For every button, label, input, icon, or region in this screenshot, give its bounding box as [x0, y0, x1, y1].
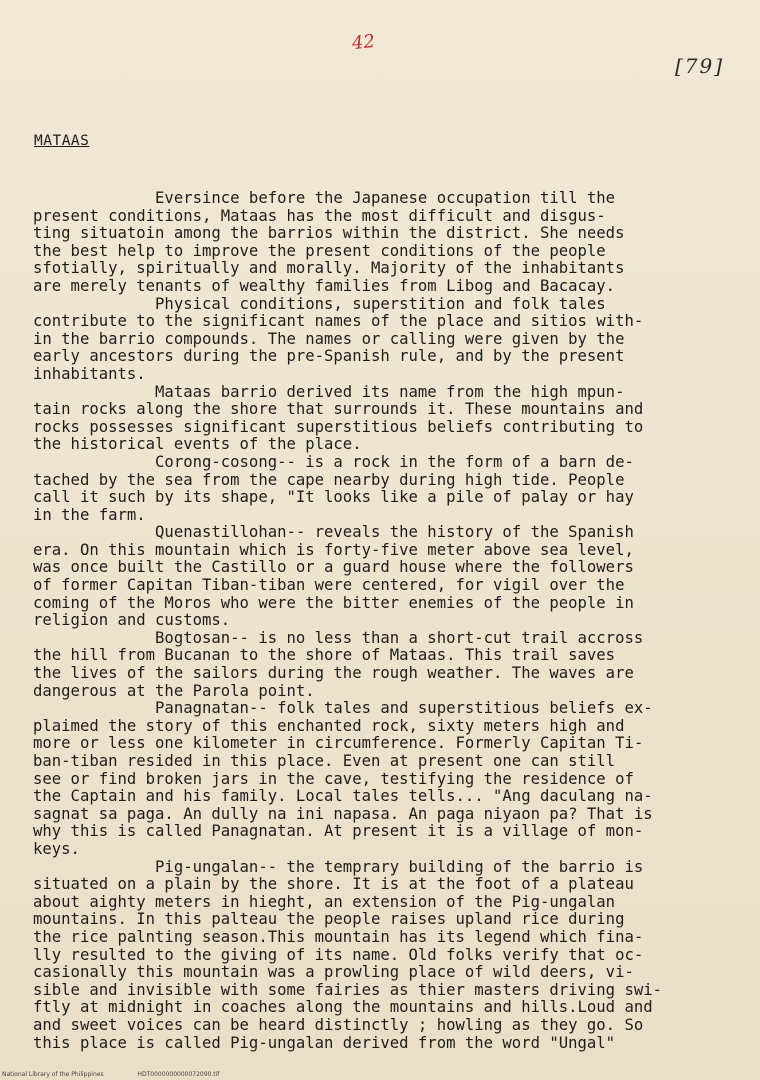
text-line: the lives of the sailors during the rough weather. The waves are	[33, 664, 634, 683]
text-line: tain rocks along the shore that surrounds it. These mountains and	[33, 400, 644, 419]
text-line: lly resulted to the giving of its name. Old folks verify that oc-	[33, 945, 644, 964]
text-line: religion and customs.	[33, 611, 231, 630]
footer	[0, 1071, 760, 1078]
document-title: MATAAS	[34, 133, 90, 149]
footer-library: National Library of the Philippines	[2, 1071, 104, 1078]
text-line: the historical events of the place.	[33, 435, 362, 454]
page-reference: [79]	[675, 54, 725, 78]
text-line: sagnat sa paga. An dully na ini napasa. An paga niyaon pa? That is	[33, 804, 653, 823]
handwritten-page-number: 42	[350, 30, 376, 55]
text-line: the Captain and his family. Local tales tells... "Ang daculang na-	[33, 787, 653, 806]
text-line: more or less one kilometer in circumference. Formerly Capitan Ti-	[33, 734, 644, 753]
text-line: present conditions, Mataas has the most difficult and disgus-	[33, 206, 606, 225]
text-line: call it such by its shape, "It looks like a pile of palay or hay	[33, 488, 634, 507]
text-line: tached by the sea from the cape nearby during high tide. People	[33, 470, 625, 489]
text-line: contribute to the significant names of the place and sitios with-	[33, 312, 644, 331]
text-line: coming of the Moros who were the bitter enemies of the people in	[33, 593, 634, 612]
text-line: Eversince before the Japanese occupation till the	[33, 189, 616, 207]
text-line: era. On this mountain which is forty-five meter above sea level,	[33, 540, 634, 559]
text-line: keys.	[33, 839, 80, 858]
text-line: Pig-ungalan-- the temprary building of the barrio is	[33, 857, 644, 876]
text-line: plaimed the story of this enchanted rock, sixty meters high and	[33, 716, 625, 735]
text-line: Corong-cosong-- is a rock in the form of a barn de-	[33, 452, 634, 471]
text-line: dangerous at the Parola point.	[33, 681, 315, 700]
text-line: sible and invisible with some fairies as thier masters driving swi-	[33, 980, 663, 999]
text-line: early ancestors during the pre-Spanish rule, and by the present	[33, 347, 625, 366]
text-line: casionally this mountain was a prowling place of wild deers, vi-	[33, 963, 634, 982]
text-line: and sweet voices can be heard distinctly ; howling as they go. So	[33, 1015, 644, 1034]
text-line: inhabitants.	[33, 364, 146, 383]
text-line: situated on a plain by the shore. It is at the foot of a plateau	[33, 875, 634, 894]
text-line: ftly at midnight in coaches along the mountains and hills.Loud and	[33, 998, 653, 1017]
text-line: mountains. In this palteau the people raises upland rice during	[33, 910, 625, 929]
text-line: sfotially, spiritually and morally. Majority of the inhabitants	[33, 259, 625, 278]
text-line: the hill from Bucanan to the shore of Mataas. This trail saves	[33, 646, 616, 665]
text-line: why this is called Panagnatan. At present it is a village of mon-	[33, 822, 644, 841]
text-line: about aighty meters in hieght, an extension of the Pig-ungalan	[33, 892, 616, 911]
text-line: are merely tenants of wealthy families from Libog and Bacacay.	[33, 276, 616, 295]
text-line: see or find broken jars in the cave, testifying the residence of	[33, 769, 634, 788]
text-line: Mataas barrio derived its name from the high mpun-	[33, 382, 625, 401]
text-line: of former Capitan Tiban-tiban were centered, for vigil over the	[33, 576, 625, 595]
text-line: ban-tiban resided in this place. Even at present one can still	[33, 752, 616, 770]
footer-doc-id: HDT0000000000072090.tif	[137, 1071, 220, 1078]
typed-body-text	[33, 190, 733, 1052]
text-line: the rice palnting season.This mountain has its legend which fina-	[33, 927, 644, 946]
text-line: this place is called Pig-ungalan derived from the word "Ungal"	[33, 1033, 616, 1052]
text-line: ting situatoin among the barrios within the district. She needs	[33, 224, 625, 243]
text-line: Panagnatan-- folk tales and superstitious beliefs ex-	[33, 699, 653, 718]
text-line: in the farm.	[33, 505, 146, 524]
text-line: the best help to improve the present conditions of the people	[33, 241, 606, 260]
text-line: rocks possesses significant superstitious beliefs contributing to	[33, 417, 644, 436]
text-line: was once built the Castillo or a guard house where the followers	[33, 558, 634, 577]
text-line: Bogtosan-- is no less than a short-cut trail accross	[33, 628, 644, 647]
text-line: in the barrio compounds. The names or calling were given by the	[33, 329, 625, 348]
text-line: Physical conditions, superstition and folk tales	[33, 294, 606, 313]
text-line: Quenastillohan-- reveals the history of the Spanish	[33, 523, 634, 542]
